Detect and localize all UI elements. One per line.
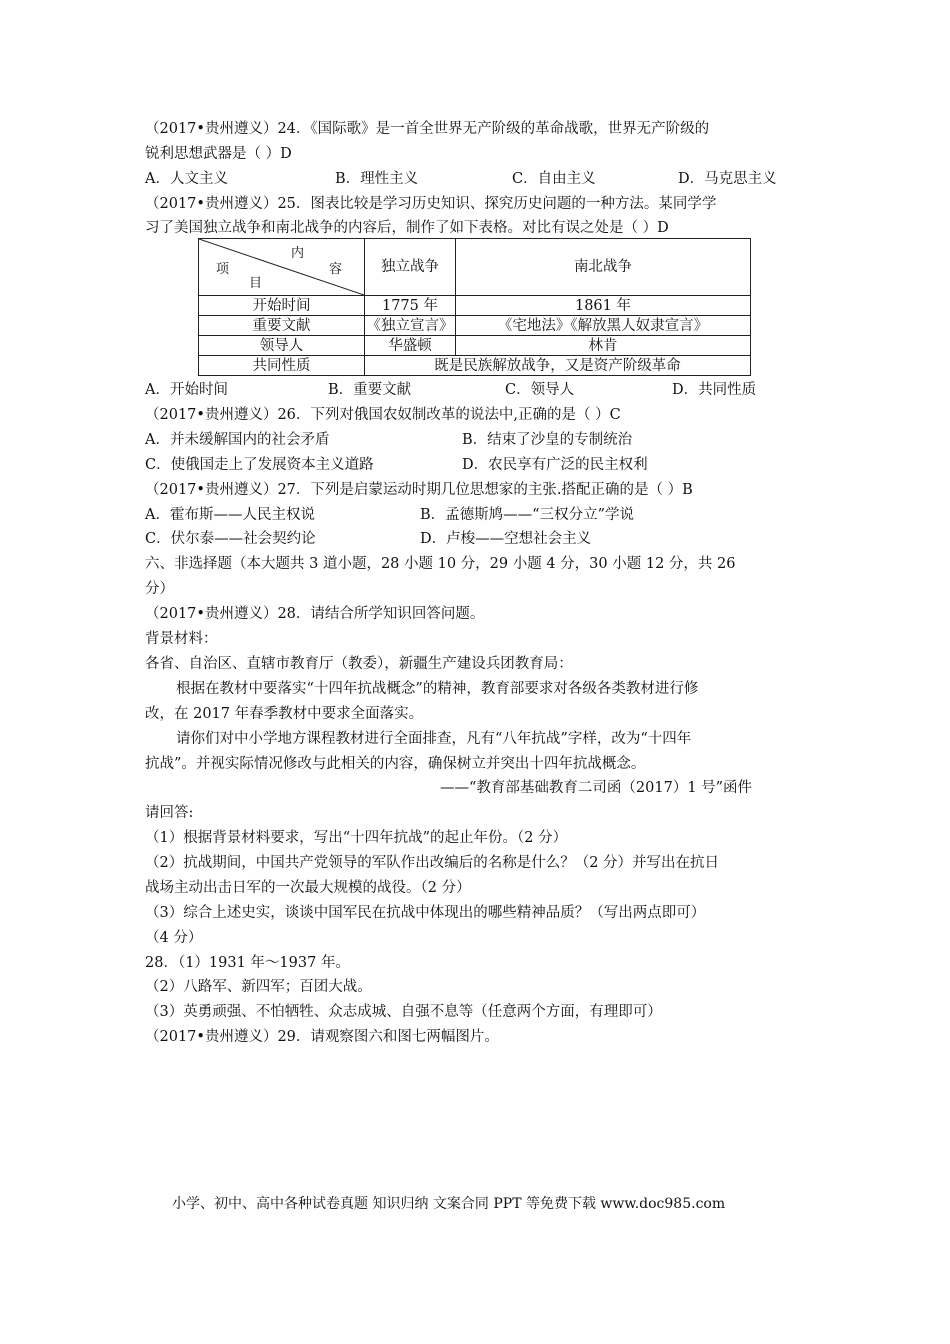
q28-sub3-line1: （3）综合上述史实，谈谈中国军民在抗战中体现出的哪些精神品质？（写出两点即可） — [145, 905, 706, 921]
answer28-line1: 28．（1）1931 年～1937 年。 — [145, 955, 350, 971]
col-header-civil-war: 南北战争 — [456, 239, 751, 296]
table-cell: 华盛顿 — [365, 336, 456, 356]
q28-sub3-line2: （4 分） — [145, 930, 203, 946]
q26-stem: （2017•贵州遵义）26．下列对俄国农奴制改革的说法中,正确的是（ ）C — [145, 407, 621, 423]
diag-label-xiang: 项 — [216, 262, 230, 277]
diag-label-rong: 容 — [329, 262, 343, 277]
q25-option-d: D．共同性质 — [672, 382, 757, 398]
row-label: 领导人 — [199, 336, 365, 356]
table-header-row — [199, 239, 751, 296]
row-label: 重要文献 — [199, 316, 365, 336]
row-label: 共同性质 — [199, 356, 365, 376]
q28-ask: 请回答: — [145, 805, 194, 821]
q25-option-a: A．开始时间 — [145, 382, 228, 398]
document-para2-line1: 请你们对中小学地方课程教材进行全面排查，凡有“八年抗战”字样，改为“十四年 — [176, 731, 692, 747]
document-para1-line2: 改，在 2017 年春季教材中要求全面落实。 — [145, 706, 424, 722]
document-para2-line2: 抗战”。并视实际情况修改与此相关的内容，确保树立并突出十四年抗战概念。 — [145, 756, 646, 772]
table-cell: 1775 年 — [365, 296, 456, 316]
background-material-title: 背景材料： — [145, 631, 218, 647]
table-cell: 1861 年 — [456, 296, 751, 316]
table-row — [199, 356, 751, 376]
q24-option-d: D．马克思主义 — [678, 171, 777, 187]
diag-label-nei: 内 — [291, 246, 305, 261]
col-header-independence-war: 独立战争 — [365, 239, 456, 296]
answer28-line3: （3）英勇顽强、不怕牺牲、众志成城、自强不息等（任意两个方面，有理即可） — [145, 1004, 662, 1020]
q28-sub2-line1: （2）抗战期间，中国共产党领导的军队作出改编后的名称是什么？（2 分）并写出在抗日 — [145, 855, 720, 871]
q24-option-c: C．自由主义 — [512, 171, 596, 187]
document-para1-line1: 根据在教材中要落实“十四年抗战概念”的精神，教育部要求对各级各类教材进行修 — [176, 681, 699, 697]
table-cell-merged: 既是民族解放战争，又是资产阶级革命 — [365, 356, 751, 376]
q25-option-b: B．重要文献 — [328, 382, 412, 398]
table-row — [199, 316, 751, 336]
q27-option-a: A．霍布斯——人民主权说 — [145, 507, 315, 523]
section6-heading-line2: 分） — [145, 581, 174, 597]
q26-option-c: C．使俄国走上了发展资本主义道路 — [145, 457, 374, 473]
table-cell: 《独立宣言》 — [366, 317, 454, 334]
q25-stem-line1: （2017•贵州遵义）25．图表比较是学习历史知识、探究历史问题的一种方法。某同学学 — [145, 196, 717, 212]
table-cell: 林肯 — [456, 336, 751, 356]
q24-stem-line2: 锐利思想武器是（ ）D — [145, 146, 292, 162]
q28-sub2-line2: 战场主动出击日军的一次最大规模的战役。（2 分） — [145, 880, 471, 896]
q27-option-b: B．孟德斯鸠——“三权分立”学说 — [420, 507, 634, 523]
answer28-line2: （2）八路军、新四军；百团大战。 — [145, 979, 372, 995]
q25-option-c: C．领导人 — [505, 382, 575, 398]
q29-stem: （2017•贵州遵义）29．请观察图六和图七两幅图片。 — [145, 1029, 499, 1045]
comparison-table — [198, 238, 751, 376]
document-source: ——“教育部基础教育二司函（2017）1 号”函件 — [440, 780, 753, 796]
q24-option-a: A．人文主义 — [145, 171, 228, 187]
diag-label-mu: 目 — [249, 276, 263, 291]
q27-stem: （2017•贵州遵义）27．下列是启蒙运动时期几位思想家的主张.搭配正确的是（ ）B — [145, 482, 693, 498]
q26-option-d: D．农民享有广泛的民主权利 — [462, 457, 648, 473]
q24-option-b: B．理性主义 — [335, 171, 419, 187]
table-cell: 《宅地法》《解放黑人奴隶宣言》 — [456, 316, 751, 336]
row-label: 开始时间 — [199, 296, 365, 316]
q27-option-d: D．卢梭——空想社会主义 — [420, 531, 592, 547]
table-row — [199, 296, 751, 316]
q25-stem-line2: 习了美国独立战争和南北战争的内容后，制作了如下表格。对比有误之处是（ ）D — [145, 220, 669, 236]
diagonal-header-cell — [199, 239, 365, 296]
q26-option-b: B．结束了沙皇的专制统治 — [462, 432, 633, 448]
q28-sub1: （1）根据背景材料要求，写出“十四年抗战”的起止年份。（2 分） — [145, 830, 568, 846]
document-addressee: 各省、自治区、直辖市教育厅（教委），新疆生产建设兵团教育局： — [145, 656, 573, 672]
q28-stem: （2017•贵州遵义）28．请结合所学知识回答问题。 — [145, 606, 485, 622]
section6-heading-line1: 六、非选择题（本大题共 3 道小题，28 小题 10 分，29 小题 4 分，30 小题 12 分，共 26 — [145, 556, 736, 572]
page-footer: 小学、初中、高中各种试卷真题 知识归纳 文案合同 PPT 等免费下载 www.doc985.com — [172, 1196, 726, 1212]
q26-option-a: A．并未缓解国内的社会矛盾 — [145, 432, 330, 448]
q27-option-c: C．伏尔泰——社会契约论 — [145, 531, 316, 547]
q24-stem-line1: （2017•贵州遵义）24．《国际歌》是一首全世界无产阶级的革命战歌，世界无产阶级的 — [145, 121, 710, 137]
table-row — [199, 336, 751, 356]
